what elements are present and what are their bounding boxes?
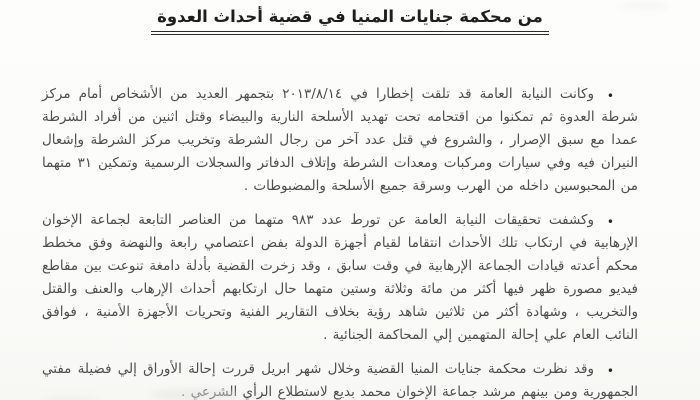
bullet-paragraph: [42, 358, 638, 400]
bullet-paragraph: [42, 209, 638, 347]
paragraph-text: وقد نظرت محكمة جنايات المنيا القضية وخلال شهر ابريل قررت إحالة الأوراق إلي فضيلة مفتي الجمهورية ومن بينهم مرشد جماعة الإخوان محمد بديع لاستطلاع الرأي الشرعي .: [42, 361, 638, 400]
document-title: من محكمة جنايات المنيا في قضية أحداث العدوة: [151, 7, 549, 35]
bullet-icon: •: [606, 215, 614, 229]
paragraph-text: وكانت النيابة العامة قد تلقت إخطارا في ٢٠١٣/٨/١٤ بتجمهر العديد من الأشخاص أمام مركز شرطة العدوة ثم تمكنوا من اقتحامه تحت تهديد الأسلحة النارية والبيضاء وقتل اثنين من أفراد الشرطة عمدا مع سبق الإصرار ، والشروع في قتل عدد آخر من رجال الشرطة وتخريب مركز الشرطة وإشعال النيران فيه وفي سيارات ومركبات ومعدات الشرطة وإتلاف الدفاتر والسجلات الرسمية وتمكين ٣١ متهما من المحبوسين داخله من الهرب وسرقة جميع الأسلحة والمضبوطات .: [42, 86, 638, 194]
bullet-icon: •: [606, 89, 614, 103]
document-body: [0, 35, 700, 400]
paragraph-text: وكشفت تحقيقات النيابة العامة عن تورط عدد ٩٨٣ متهما من العناصر التابعة لجماعة الإخوان الإرهابية في ارتكاب تلك الأحداث انتقاما لقيام أجهزة الدولة بفض اعتصامي رابعة والنهضة وفق مخطط محكم أعدته قيادات الجماعة الإرهابية في وقت سابق ، وقد زخرت القضية بأدلة دامغة تنوعت بين مقاطع فيديو مصورة ظهر فيها أكثر من مائة وثلاثة وستين متهما حال ارتكابهم أحداث الإرهاب والعنف والقتل والتخريب ، وشهادة أكثر من ثلاثين شاهد رؤية بخلاف التقارير الفنية وتحريات الأجهزة الأمنية ، فوافق النائب العام علي إحالة المتهمين إلي المحاكمة الجنائية .: [42, 212, 638, 343]
document-header: [0, 0, 700, 35]
bullet-icon: •: [606, 364, 614, 378]
bullet-paragraph: [42, 83, 638, 198]
